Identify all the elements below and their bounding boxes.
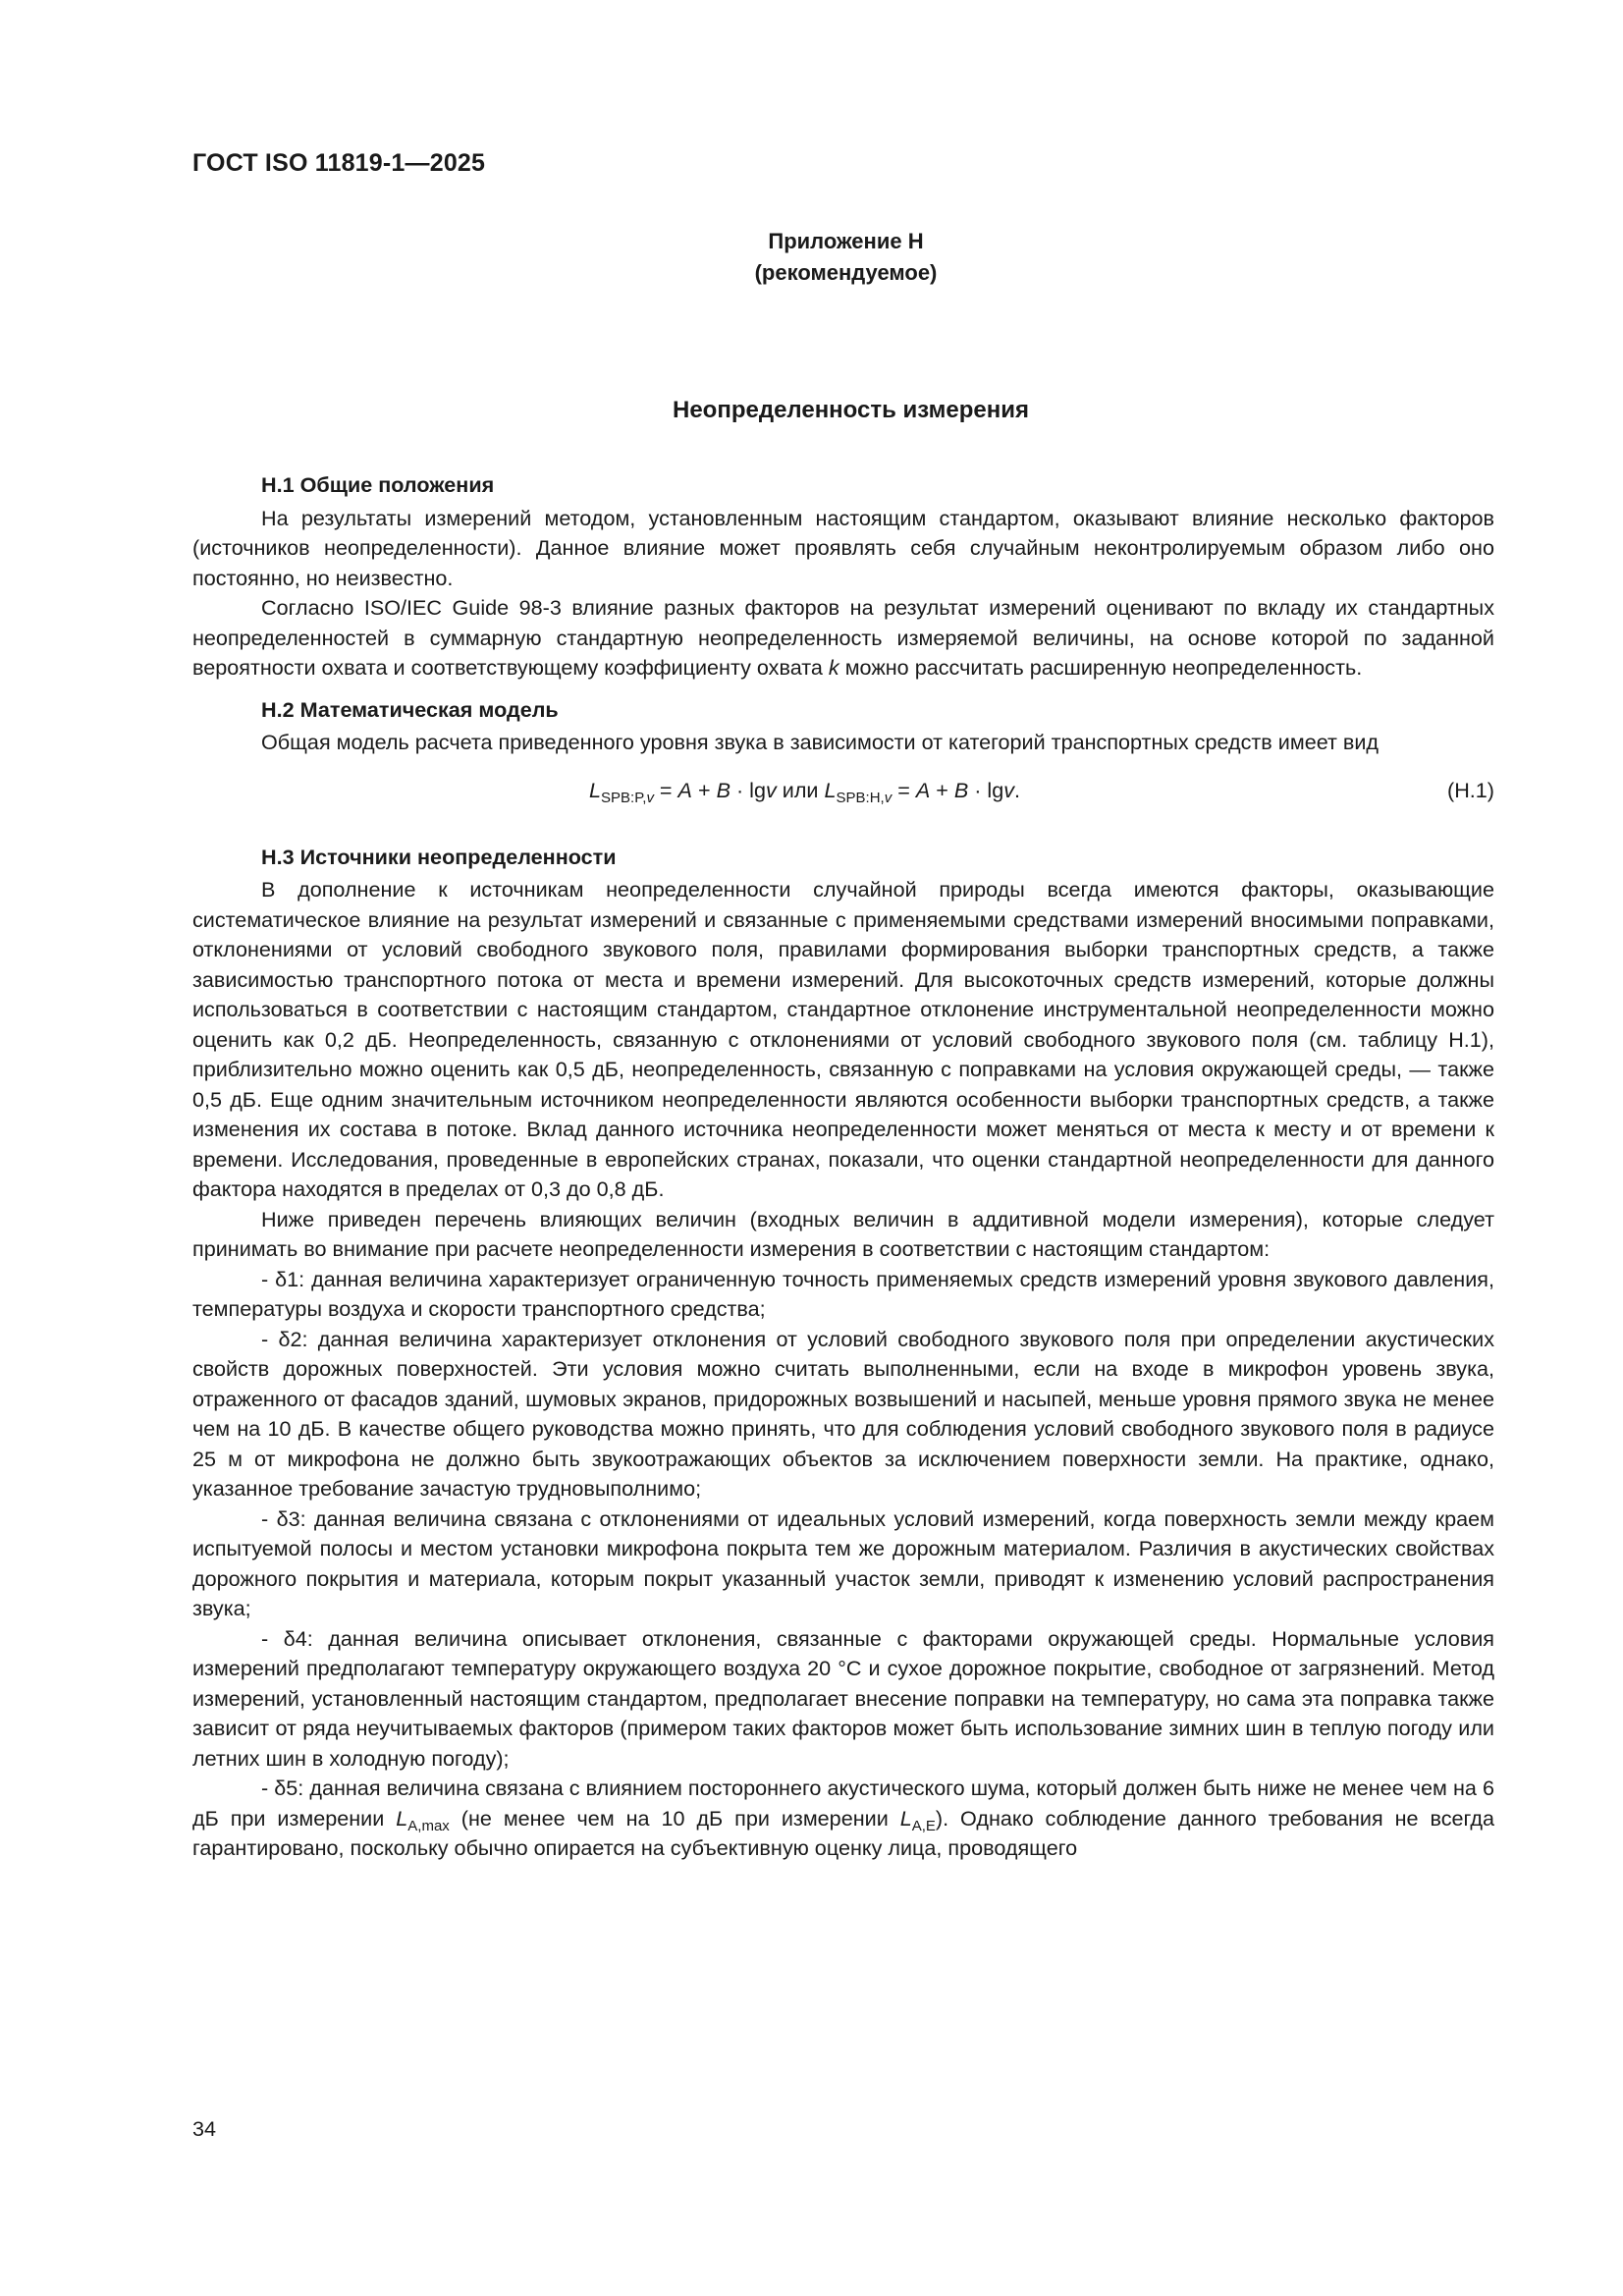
operator: + (930, 777, 954, 802)
symbol-L: L (396, 1805, 408, 1831)
paragraph-text: (не менее чем на 10 дБ при измерении (460, 1805, 889, 1831)
symbol-v: v (1003, 777, 1015, 802)
section-3-paragraph-2: Ниже приведен перечень влияющих величин (входных величин в аддитивной модели измерения), которые следует принимать во внимание при расчете неопределенности измерения в соответствии с настоящим стандартом: (192, 1206, 1494, 1261)
symbol-v: v (765, 777, 777, 802)
section-3-heading: Н.3 Источники неопределенности (261, 844, 617, 869)
equation-h1 (192, 766, 1494, 825)
symbol-L: L (899, 1805, 912, 1831)
section-1-paragraph-1: На результаты измерений методом, установленным настоящим стандартом, оказывают влияние несколько факторов (источников неопределенности). Данное влияние может проявлять себя случайным неконтролируемым образом либо оно постоянно, но неизвестно. (192, 505, 1494, 590)
period: . (1014, 777, 1021, 802)
section-1-heading: Н.1 Общие положения (261, 472, 495, 497)
appendix-status: (рекомендуемое) (754, 260, 938, 285)
subscript (601, 790, 654, 806)
symbol-L: L (824, 777, 837, 802)
list-item-delta-5 (192, 1774, 1494, 1864)
subscript-text: SPB:P, (601, 789, 647, 806)
operator: · lg (968, 777, 1004, 802)
subscript (837, 790, 893, 806)
equation-formula (589, 776, 1020, 806)
operator: · lg (730, 777, 766, 802)
paragraph-text: можно рассчитать расширенную неопределенность. (844, 655, 1363, 680)
section-2-paragraph-1: Общая модель расчета приведенного уровня звука в зависимости от категорий транспортных средств имеет вид (261, 730, 1380, 754)
symbol-A: A (677, 777, 692, 802)
symbol-B: B (953, 777, 969, 802)
coverage-factor-symbol: k (828, 655, 839, 680)
paragraph-text: - δ5: данная величина связана с влиянием постороннего акустического шума, который должен быть ниже не менее чем на 6 дБ при измерении (192, 1776, 1494, 1831)
operator: = (653, 777, 678, 802)
operator: = (892, 777, 916, 802)
subscript-text: A,E (911, 1817, 936, 1834)
list-item-delta-4: - δ4: данная величина описывает отклонения, связанные с факторами окружающей среды. Нормальные условия измерений предполагают температуру окружающего воздуха 20 °С и сухое дорожное покрытие, свободное от загрязнений. Метод измерений, установленный настоящим стандартом, предполагает внесение поправки на температуру, но сама эта поправка также зависит от ряда неучитываемых факторов (примером таких факторов может быть использование зимних шин в теплую погоду или летних шин в холодную погоду); (192, 1625, 1494, 1771)
subscript-text: SPB:H, (836, 789, 885, 806)
page-number: 34 (192, 2116, 217, 2141)
symbol-v: v (884, 789, 893, 806)
operator: + (691, 777, 717, 802)
list-item-delta-3: - δ3: данная величина связана с отклонениями от идеальных условий измерений, когда поверхность земли между краем испытуемой полосы и местом установки микрофона покрыта тем же дорожным материалом. Различия в акустических свойствах дорожного покрытия и материала, которым покрыт указанный участок земли, приводят к изменению условий распространения звука; (192, 1505, 1494, 1620)
list-item-delta-2: - δ2: данная величина характеризует отклонения от условий свободного звукового поля при определении акустических свойств дорожных поверхностей. Эти условия можно считать выполненными, если на входе в микрофон уровень звука, отраженного от фасадов зданий, шумовых экранов, придорожных возвышений и насыпей, меньше уровня прямого звука не менее чем на 10 дБ. В качестве общего руководства можно принять, что для соблюдения условий свободного звукового поля в радиусе 25 м от микрофона не должно быть звукоотражающих объектов за исключением поверхности земли. На практике, однако, указанное требование зачастую трудновыполнимо; (192, 1326, 1494, 1501)
paragraph-text: Согласно ISO/IEC Guide 98-3 влияние разных факторов на результат измерений оценивают по вкладу их стандартных неопределенностей в суммарную стандартную неопределенность измеряемой величины, на основе которой по заданной вероятности охвата и соответствующему коэффициенту охвата (192, 595, 1494, 680)
appendix-heading (0, 226, 1623, 289)
section-3-paragraph-1: В дополнение к источникам неопределенности случайной природы всегда имеются факторы, оказывающие систематическое влияние на результат измерений и связанные с применяемыми средствами измерений вносимыми поправками, отклонениями от условий свободного звукового поля, правилами формирования выборки транспортных средств, а также зависимостью транспортного потока от места и времени измерений. Для высокоточных средств измерений, которые должны использоваться в соответствии с настоящим стандартом, стандартное отклонение инструментальной неопределенности можно оценить как 0,2 дБ. Неопределенность, связанную с отклонениями от условий свободного звукового поля (см. таблицу Н.1), приблизительно можно оценить как 0,5 дБ, неопределенность, связанную с поправками на условия окружающей среды, — также 0,5 дБ. Еще одним значительным источником неопределенности являются особенности выборки транспортных средств, а также изменения их состава в потоке. Вклад данного источника неопределенности может меняться от места к месту и от времени к времени. Исследования, проведенные в европейских странах, показали, что оценки стандартной неопределенности для данного фактора находятся в пределах от 0,3 до 0,8 дБ. (192, 877, 1494, 1201)
symbol-A: A (915, 777, 931, 802)
symbol-v: v (646, 789, 654, 806)
appendix-title (0, 397, 1623, 424)
document-body (192, 470, 1494, 1864)
paragraph-text: ). Однако соблюдение данного требования не всегда гарантировано, поскольку обычно опирается на субъективную оценку лица, проводящего (192, 1805, 1495, 1860)
section-2-heading: Н.2 Математическая модель (261, 696, 559, 722)
equation-number: (Н.1) (1447, 777, 1494, 802)
list-item-delta-1: - δ1: данная величина характеризует ограниченную точность применяемых средств измерений уровня звукового давления, температуры воздуха и скорости транспортного средства; (192, 1266, 1494, 1321)
appendix-label: Приложение Н (768, 229, 924, 253)
symbol-B: B (716, 777, 730, 802)
appendix-title-text: Неопределенность измерения (672, 397, 1029, 423)
conjunction: или (776, 777, 825, 802)
document-header: ГОСТ ISO 11819-1—2025 (192, 149, 486, 177)
subscript-text: A,max (407, 1817, 450, 1834)
symbol-L: L (589, 777, 602, 802)
section-1-paragraph-2 (192, 593, 1494, 683)
